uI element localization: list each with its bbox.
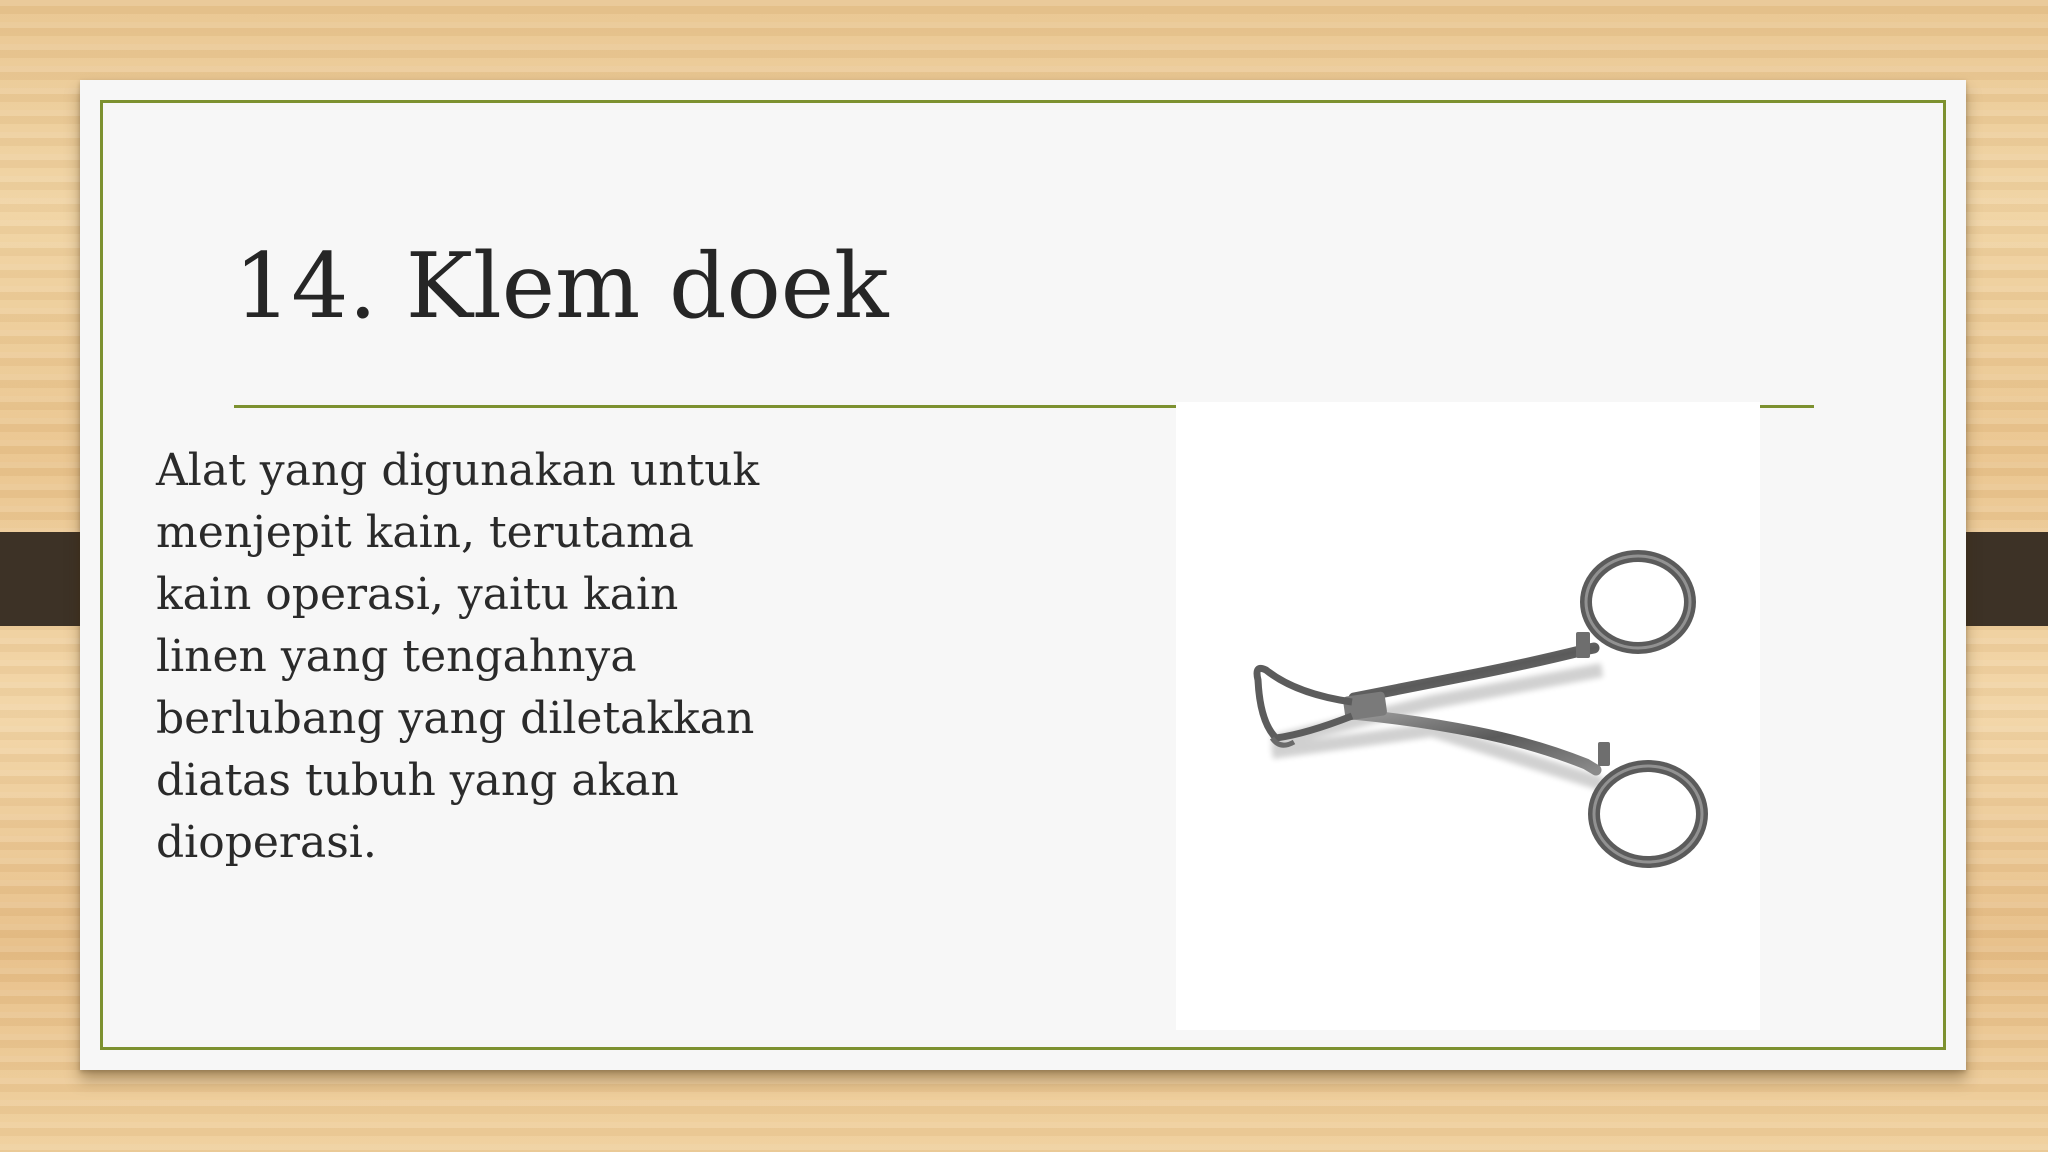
- towel-clamp-image: [1176, 402, 1760, 1030]
- slide-title: 14. Klem doek: [234, 234, 889, 339]
- towel-clamp-icon: [1176, 402, 1760, 1030]
- slide-body-text: Alat yang digunakan untuk menjepit kain, terutama kain operasi, yaitu kain linen yang tengahnya berlubang yang diletakkan diatas tubuh yang akan dioperasi.: [156, 445, 760, 868]
